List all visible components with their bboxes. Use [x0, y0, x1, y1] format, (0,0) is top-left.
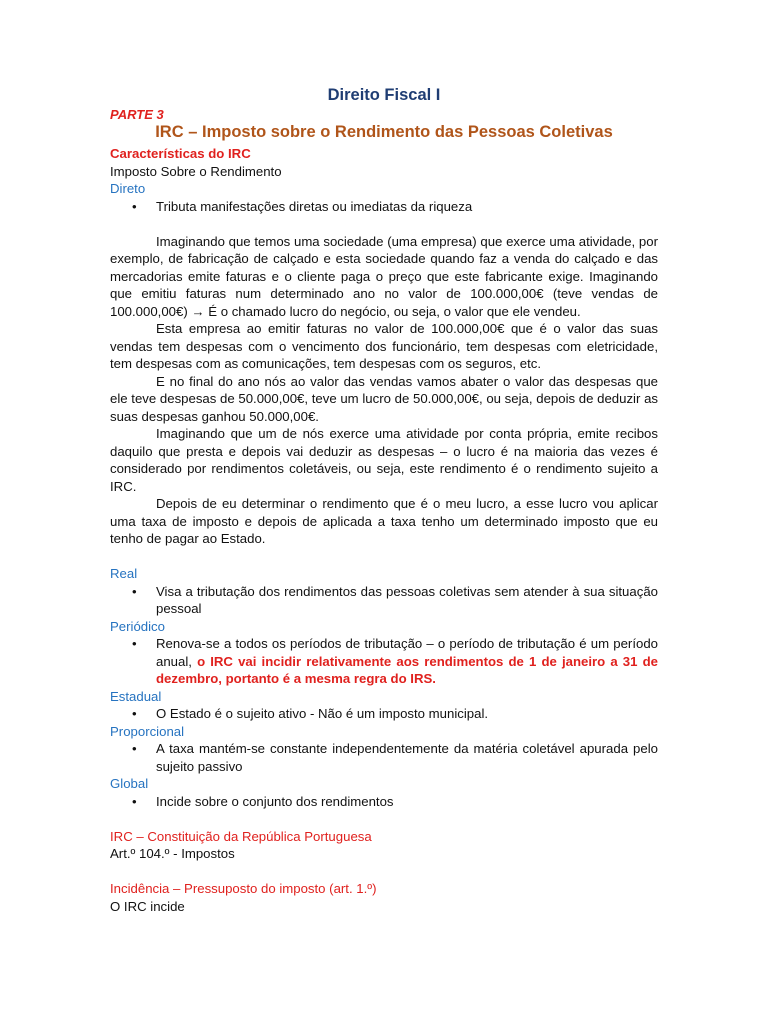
- incidencia-line: O IRC incide: [110, 898, 185, 914]
- proporcional-list: [110, 740, 658, 775]
- imposto-line: Imposto Sobre o Rendimento: [110, 163, 282, 179]
- proporcional-label: Proporcional: [110, 723, 185, 739]
- direto-bullet: • Tributa manifestações diretas ou imediatas da riqueza: [110, 198, 658, 216]
- spacer: [110, 810, 658, 828]
- periodico-list: [110, 635, 658, 688]
- periodico-bullet-emphasis: o IRC vai incidir relativamente aos rendimentos de 1 de janeiro a 31 de dezembro, portanto é a mesma regra do IRS.: [156, 653, 658, 686]
- section-title: IRC – Imposto sobre o Rendimento das Pessoas Coletivas: [155, 123, 613, 141]
- global-label: Global: [110, 776, 149, 791]
- estadual-label: Estadual: [110, 688, 162, 704]
- characteristics-heading: Características do IRC: [110, 146, 251, 161]
- real-list: [110, 583, 658, 618]
- spacer: [110, 863, 658, 881]
- paragraph-4: Imaginando que um de nós exerce uma atividade por conta própria, emite recibos daquilo que presta e depois vai deduzir as despesas – o lucro é na maioria das vezes é considerado por rendimentos coletáveis, ou seja, este rendimento é o rendimento sujeito a IRC.: [110, 426, 658, 494]
- paragraph-1: Imaginando que temos uma sociedade (uma empresa) que exerce uma atividade, por exemplo, de fabricação de calçado e esta sociedade quando faz a venda do calçado e das mercadorias emite faturas e o cliente paga o preço que este fabricante exige. Imaginando que emitiu faturas num determinado ano no valor de 100.000,00€ (teve vendas de 100.000,00€) → É o chamado lucro do negócio, ou seja, o valor que ele vendeu.: [110, 233, 658, 319]
- estadual-list: [110, 705, 658, 723]
- global-list: [110, 793, 658, 811]
- document-title: Direito Fiscal I: [327, 86, 441, 104]
- constituicao-line: Art.º 104.º - Impostos: [110, 846, 235, 861]
- paragraph-2: Esta empresa ao emitir faturas no valor de 100.000,00€ que é o valor das suas vendas tem despesas com o vencimento dos funcionário, tem despesas com eletricidade, tem despesas com as comunicações, tem despesas com os seguros, etc.: [110, 321, 658, 371]
- paragraph-3: E no final do ano nós ao valor das vendas vamos abater o valor das despesas que ele teve despesas de 50.000,00€, teve um lucro de 50.000,00€, ou seja, depois de deduzir as suas despesas ganhou 50.000,00€.: [110, 373, 658, 424]
- real-bullet: • Visa a tributação dos rendimentos das pessoas coletivas sem atender à sua situação pessoal: [110, 583, 658, 618]
- periodico-bullet-text: Renova-se a todos os períodos de tributação – o período de tributação é um período anual,: [156, 636, 658, 669]
- part-label: PARTE 3: [110, 107, 164, 122]
- paragraph-5: Depois de eu determinar o rendimento que é o meu lucro, a esse lucro vou aplicar uma taxa de imposto e depois de aplicada a taxa tenho um determinado imposto que eu tenho de pagar ao Estado.: [110, 496, 658, 546]
- spacer: [110, 215, 658, 233]
- estadual-bullet: • O Estado é o sujeito ativo - Não é um imposto municipal.: [110, 705, 658, 723]
- periodico-label: Periódico: [110, 618, 165, 634]
- global-bullet: • Incide sobre o conjunto dos rendimentos: [110, 793, 658, 811]
- real-label: Real: [110, 566, 138, 581]
- constituicao-heading: IRC – Constituição da República Portuguesa: [110, 828, 372, 844]
- incidencia-heading: Incidência – Pressuposto do imposto (art. 1.º): [110, 881, 377, 896]
- proporcional-bullet: • A taxa mantém-se constante independentemente da matéria coletável apurada pelo sujeito passivo: [110, 740, 658, 775]
- spacer: [110, 548, 658, 566]
- direto-label: Direto: [110, 181, 146, 196]
- document-body: [110, 145, 658, 915]
- periodico-bullet: [110, 635, 658, 688]
- direto-list: [110, 198, 658, 216]
